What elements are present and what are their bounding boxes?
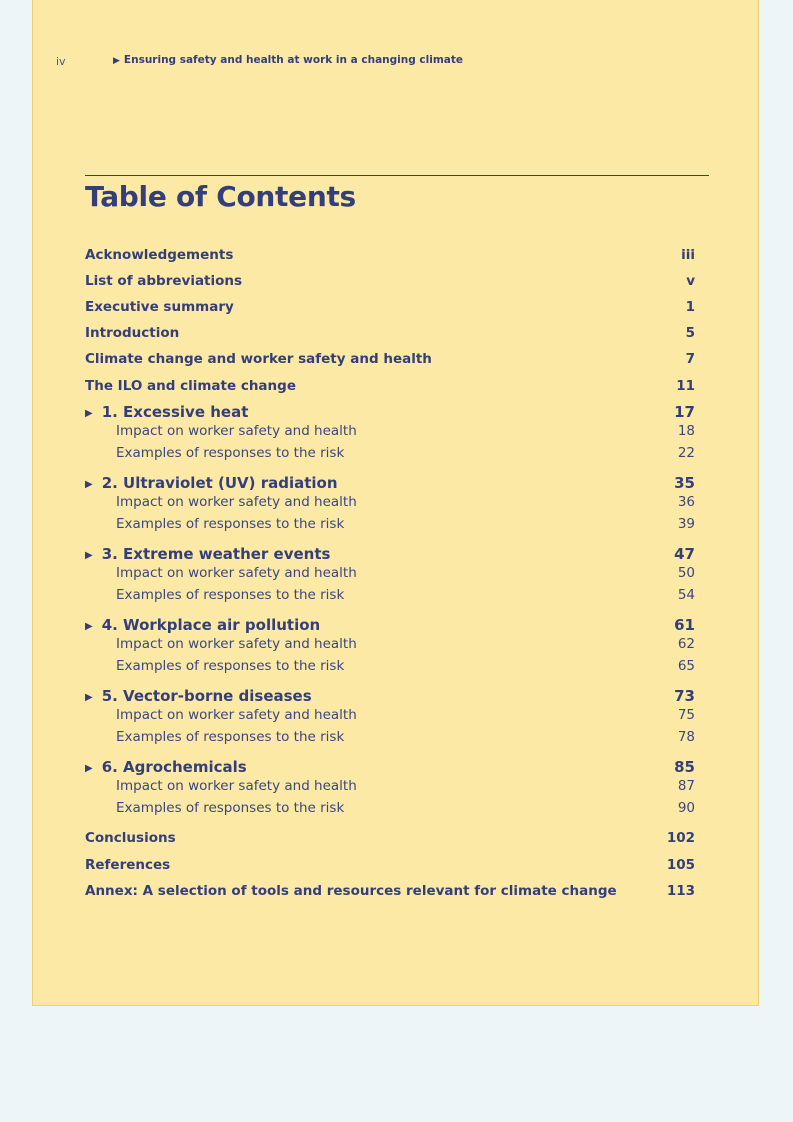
toc-page: 39 (677, 516, 695, 532)
toc-label: Examples of responses to the risk (116, 445, 345, 461)
toc-page: 50 (677, 565, 695, 581)
toc-page: 47 (674, 545, 695, 563)
toc-page: 85 (674, 758, 695, 776)
toc-label: Impact on worker safety and health (116, 778, 357, 794)
toc-page: 65 (677, 658, 695, 674)
toc-chapter-2[interactable] (85, 474, 695, 492)
toc-label: Examples of responses to the risk (116, 658, 345, 674)
toc-entry-ilo[interactable] (85, 378, 695, 394)
toc-page: 1 (685, 299, 695, 315)
toc-subentry[interactable] (85, 565, 695, 581)
toc-label: Examples of responses to the risk (116, 587, 345, 603)
toc-label: 5. Vector-borne diseases (101, 687, 312, 705)
toc-label: 4. Workplace air pollution (101, 616, 321, 634)
toc-label: Climate change and worker safety and health (85, 351, 432, 367)
page-number: iv (56, 55, 66, 68)
toc-entry-annex[interactable] (85, 883, 695, 899)
toc-chapter-4[interactable] (85, 616, 695, 634)
toc-page: 17 (674, 403, 695, 421)
toc-subentry[interactable] (85, 636, 695, 652)
running-title: Ensuring safety and health at work in a changing climate (123, 54, 463, 66)
toc-page: 62 (677, 636, 695, 652)
toc-label: Examples of responses to the risk (116, 800, 345, 816)
toc-label: List of abbreviations (85, 273, 243, 289)
toc-entry-executive-summary[interactable] (85, 299, 695, 315)
toc-page: 87 (677, 778, 695, 794)
toc-entry-climate-change[interactable] (85, 351, 695, 367)
toc-subentry[interactable] (85, 516, 695, 532)
toc-label: Impact on worker safety and health (116, 423, 357, 439)
toc-entry-references[interactable] (85, 857, 695, 873)
toc-page: 61 (674, 616, 695, 634)
toc-page: 7 (685, 351, 695, 367)
toc-label: The ILO and climate change (85, 378, 296, 394)
toc-label: Impact on worker safety and health (116, 494, 357, 510)
toc-subentry[interactable] (85, 423, 695, 439)
toc-label: Impact on worker safety and health (116, 565, 357, 581)
toc-page: 73 (674, 687, 695, 705)
toc-chapter-1[interactable] (85, 403, 695, 421)
toc-subentry[interactable] (85, 800, 695, 816)
toc-page: 113 (666, 883, 695, 899)
toc-subentry[interactable] (85, 587, 695, 603)
toc-entry-conclusions[interactable] (85, 830, 695, 846)
chapter-arrow-icon: ▶ (85, 763, 93, 774)
toc-label: Introduction (85, 325, 180, 341)
document-page (32, 0, 759, 1006)
toc-label: 2. Ultraviolet (UV) radiation (101, 474, 338, 492)
toc-chapter-6[interactable] (85, 758, 695, 776)
toc-subentry[interactable] (85, 729, 695, 745)
toc-page: 90 (677, 800, 695, 816)
title-rule (85, 175, 709, 176)
toc-page: 36 (677, 494, 695, 510)
toc-page: 54 (677, 587, 695, 603)
chapter-arrow-icon: ▶ (85, 408, 93, 419)
toc-entry-abbreviations[interactable] (85, 273, 695, 289)
chapter-arrow-icon: ▶ (85, 550, 93, 561)
toc-title: Table of Contents (85, 180, 356, 213)
toc-page: 11 (676, 378, 695, 394)
toc-page: 22 (677, 445, 695, 461)
toc-entry-introduction[interactable] (85, 325, 695, 341)
toc-label: References (85, 857, 171, 873)
toc-page: 75 (677, 707, 695, 723)
toc-entry-acknowledgements[interactable] (85, 247, 695, 263)
toc-label: Conclusions (85, 830, 176, 846)
toc-label: Examples of responses to the risk (116, 516, 345, 532)
toc-subentry[interactable] (85, 494, 695, 510)
toc-page: 35 (674, 474, 695, 492)
toc-chapter-3[interactable] (85, 545, 695, 563)
toc-label: Executive summary (85, 299, 234, 315)
toc-page: 102 (666, 830, 695, 846)
toc-label: 6. Agrochemicals (101, 758, 247, 776)
toc-label: 3. Extreme weather events (101, 545, 331, 563)
toc-subentry[interactable] (85, 778, 695, 794)
toc-subentry[interactable] (85, 707, 695, 723)
toc-subentry[interactable] (85, 658, 695, 674)
toc-subentry[interactable] (85, 445, 695, 461)
toc-label: 1. Excessive heat (101, 403, 249, 421)
toc-chapter-5[interactable] (85, 687, 695, 705)
running-header (113, 54, 463, 66)
toc-page: 5 (685, 325, 695, 341)
toc-label: Acknowledgements (85, 247, 234, 263)
chapter-arrow-icon: ▶ (85, 692, 93, 703)
arrow-icon: ▶ (113, 56, 120, 66)
chapter-arrow-icon: ▶ (85, 479, 93, 490)
toc-page: 105 (666, 857, 695, 873)
toc-page: 18 (677, 423, 695, 439)
toc-page: v (686, 273, 695, 289)
toc-label: Impact on worker safety and health (116, 636, 357, 652)
toc-label: Examples of responses to the risk (116, 729, 345, 745)
toc-page: iii (681, 247, 695, 263)
toc-page: 78 (677, 729, 695, 745)
toc-label: Impact on worker safety and health (116, 707, 357, 723)
toc-label: Annex: A selection of tools and resources relevant for climate change (85, 883, 617, 899)
chapter-arrow-icon: ▶ (85, 621, 93, 632)
